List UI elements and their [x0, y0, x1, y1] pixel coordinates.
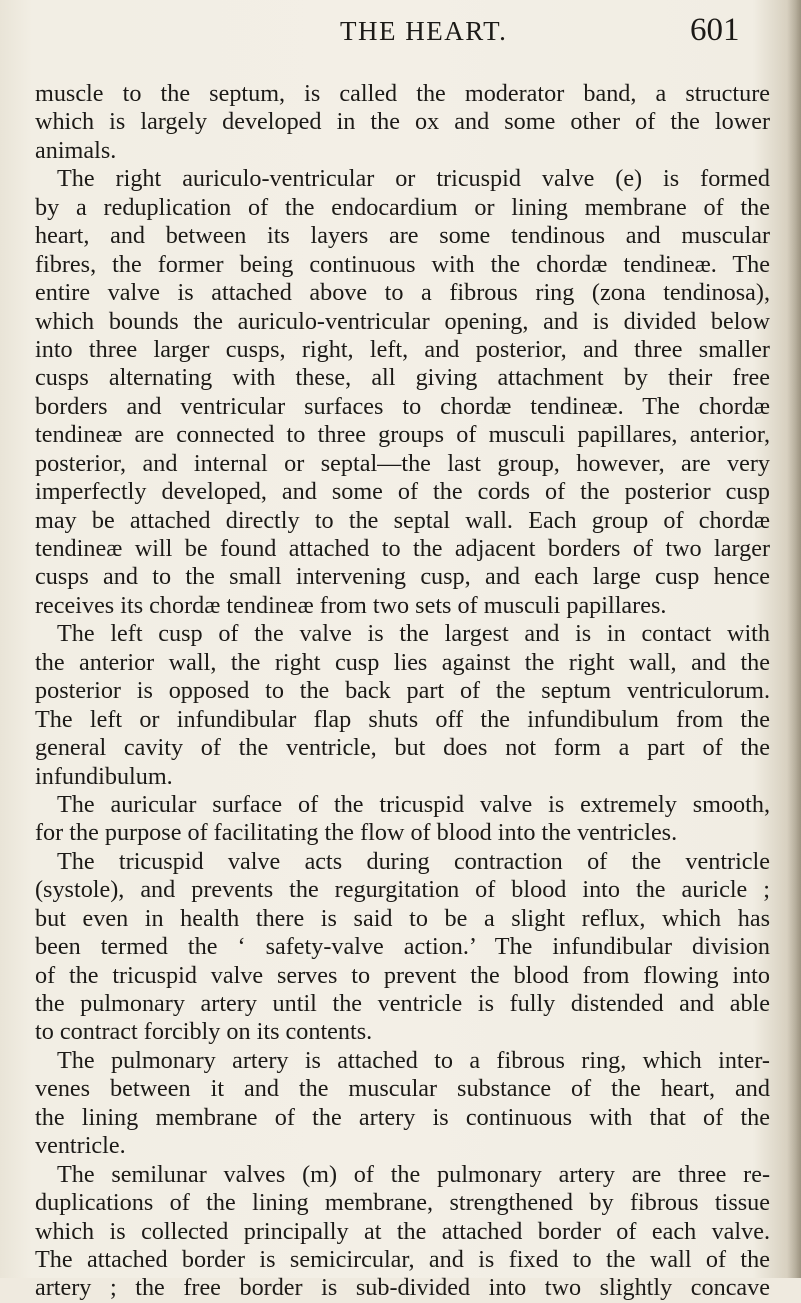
text-line: muscle to the septum, is called the moderator band, a structure [35, 80, 770, 107]
text-line: the anterior wall, the right cusp lies against the right wall, and the [35, 648, 770, 676]
body-text [35, 80, 770, 1303]
text-line: duplications of the lining membrane, strengthened by fibrous tissue [35, 1189, 770, 1217]
text-line: to contract forcibly on its contents. [35, 1018, 373, 1046]
running-header [0, 12, 801, 56]
page-number: 601 [690, 12, 740, 48]
text-line: the pulmonary artery until the ventricle is fully distended and able [35, 990, 770, 1017]
text-line: The pulmonary artery is attached to a fibrous ring, which inter- [57, 1046, 770, 1074]
text-line: ventricle. [35, 1132, 126, 1160]
text-line: tendineæ will be found attached to the adjacent borders of two larger [35, 535, 770, 562]
text-line: general cavity of the ventricle, but does not form a part of the [35, 734, 770, 762]
text-line: infundibulum. [35, 762, 173, 790]
text-line: been termed the ‘ safety-valve action.’ The infundibular division [35, 933, 770, 961]
text-line: (systole), and prevents the regurgitation of blood into the auricle ; [35, 876, 770, 904]
text-line: The semilunar valves (m) of the pulmonary artery are three re- [57, 1160, 770, 1188]
text-line: the lining membrane of the artery is continuous with that of the [35, 1103, 770, 1131]
text-line: The left or infundibular flap shuts off the infundibulum from the [35, 705, 770, 733]
text-line: by a reduplication of the endocardium or lining membrane of the [35, 193, 770, 221]
text-line: The auricular surface of the tricuspid valve is extremely smooth, [57, 790, 770, 818]
text-line: cusps and to the small intervening cusp, and each large cusp hence [35, 563, 770, 591]
text-line: cusps alternating with these, all giving attachment by their free [35, 364, 770, 392]
text-line: tendineæ are connected to three groups of musculi papillares, anterior, [35, 421, 770, 449]
text-line: may be attached directly to the septal wall. Each group of chordæ [35, 506, 770, 534]
running-title: THE HEART. [340, 16, 508, 46]
text-line: entire valve is attached above to a fibrous ring (zona tendinosa), [35, 279, 770, 307]
text-line: imperfectly developed, and some of the cords of the posterior cusp [35, 478, 770, 506]
text-line: which bounds the auriculo-ventricular opening, and is divided below [35, 307, 770, 335]
text-line: The attached border is semicircular, and is fixed to the wall of the [35, 1245, 770, 1273]
text-line: into three larger cusps, right, left, and posterior, and three smaller [35, 335, 770, 363]
text-line: borders and ventricular surfaces to chordæ tendineæ. The chordæ [35, 392, 770, 420]
text-line: heart, and between its layers are some tendinous and muscular [35, 222, 770, 250]
text-line: animals. [35, 136, 117, 164]
text-line: posterior is opposed to the back part of the septum ventriculorum. [35, 677, 770, 705]
text-line: posterior, and internal or septal—the last group, however, are very [35, 449, 770, 477]
text-line: venes between it and the muscular substance of the heart, and [35, 1075, 770, 1103]
text-line: The right auriculo-ventricular or tricuspid valve (e) is formed [57, 165, 770, 193]
text-line: fibres, the former being continuous with the chordæ tendineæ. The [35, 250, 770, 278]
text-line: receives its chordæ tendineæ from two sets of musculi papillares. [35, 591, 667, 619]
text-line: but even in health there is said to be a slight reflux, which has [35, 904, 770, 932]
page-edge-shadow [787, 0, 801, 1278]
text-line: for the purpose of facilitating the flow of blood into the ventricles. [35, 819, 678, 847]
text-line: of the tricuspid valve serves to prevent the blood from flowing into [35, 961, 770, 989]
text-line: which is collected principally at the attached border of each valve. [35, 1217, 770, 1245]
text-line: The left cusp of the valve is the largest and is in contact with [57, 620, 770, 648]
text-line: which is largely developed in the ox and some other of the lower [35, 108, 770, 136]
text-line: artery ; the free border is sub-divided into two slightly concave [35, 1274, 770, 1302]
text-line: The tricuspid valve acts during contraction of the ventricle [57, 847, 770, 875]
